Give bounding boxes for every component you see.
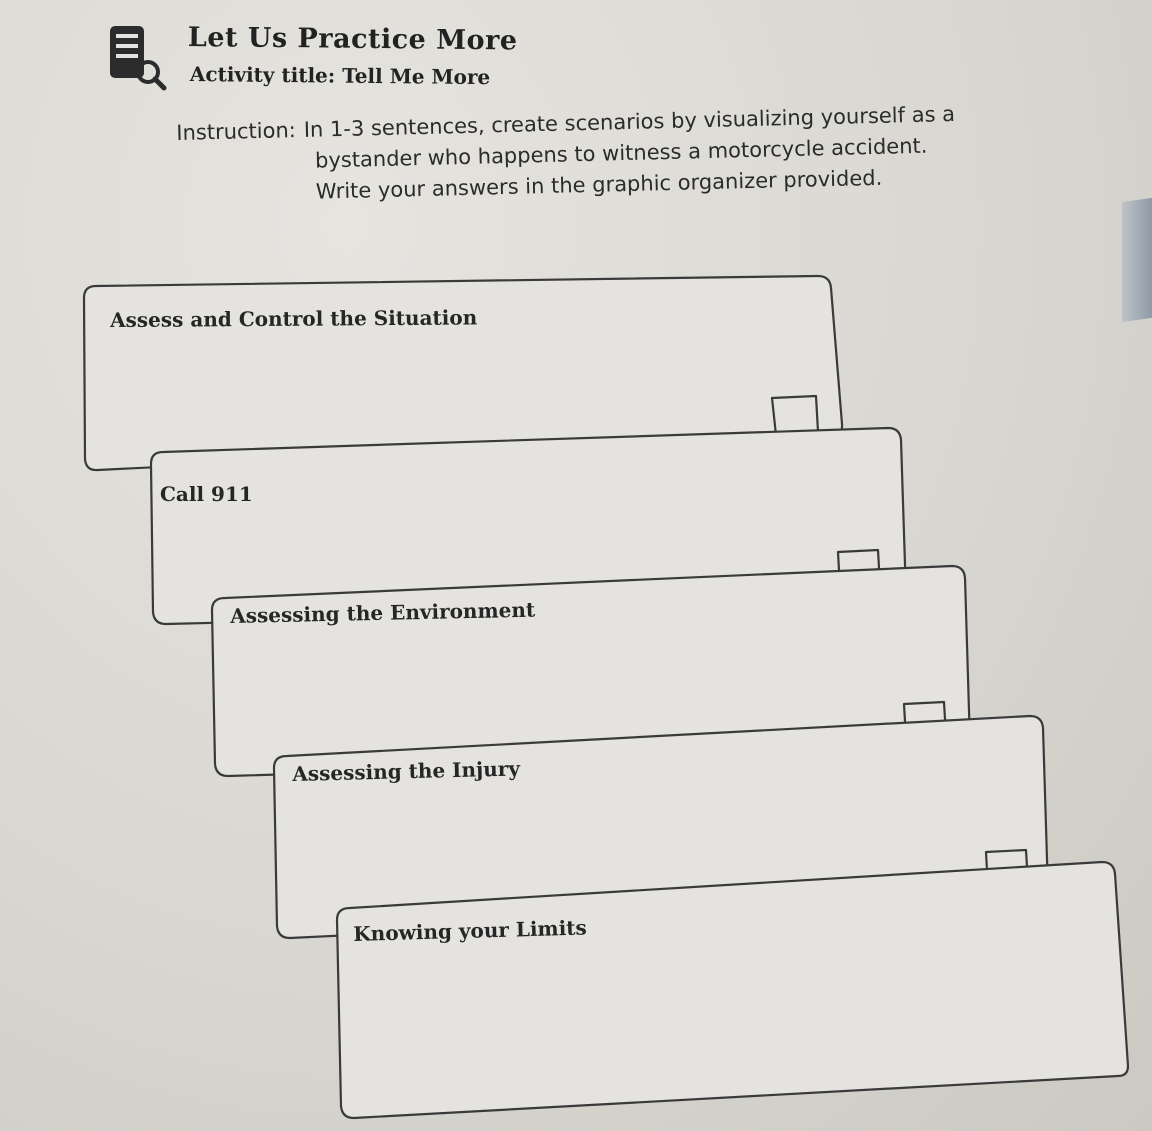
- step-label-assess-control: Assess and Control the Situation: [110, 305, 478, 332]
- step-label-assessing-injury: Assessing the Injury: [292, 756, 521, 786]
- step-label-assessing-environment: Assessing the Environment: [230, 597, 536, 628]
- instruction-label: Instruction:: [176, 118, 297, 145]
- page-title: Let Us Practice More: [187, 22, 518, 57]
- instruction-text: In 1-3 sentences, create scenarios by visualizing yourself as a bystander who happens to witness a motorcycle accident. Write your answers in the graphic organizer provided.: [303, 101, 956, 204]
- step-label-call-911: Call 911: [160, 482, 253, 506]
- step-label-knowing-limits: Knowing your Limits: [353, 915, 588, 946]
- activity-title: Activity title: Tell Me More: [189, 62, 491, 90]
